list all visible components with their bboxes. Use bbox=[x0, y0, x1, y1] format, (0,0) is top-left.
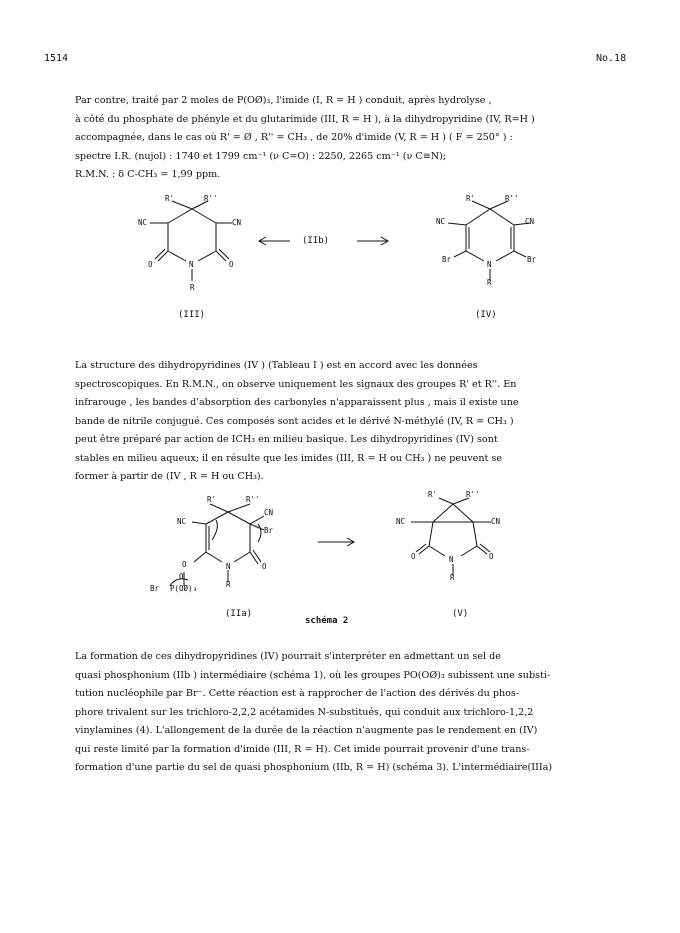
atom-label: Br bbox=[150, 584, 160, 593]
paragraph-1 bbox=[75, 92, 607, 185]
compound-label-V: (V) bbox=[452, 609, 469, 619]
atom-label: N bbox=[189, 260, 194, 269]
compound-label-III: (III) bbox=[178, 310, 206, 320]
atom-label: NC bbox=[177, 517, 187, 526]
intermediate-label-IIb: (IIb) bbox=[302, 236, 330, 246]
atom-label: O bbox=[182, 560, 187, 569]
atom-label: Br bbox=[442, 255, 452, 264]
structure-IIa-bonds bbox=[140, 490, 300, 605]
atom-label: NC bbox=[396, 517, 406, 526]
atom-label: O bbox=[411, 552, 416, 561]
atom-label: R bbox=[226, 580, 231, 589]
atom-label: R'' bbox=[204, 194, 218, 203]
atom-label: R'' bbox=[466, 490, 480, 499]
text-line: spectroscopiques. En R.M.N., on observe uniquement les signaux des groupes R' et R''. En bbox=[75, 378, 517, 390]
text-line: peut être préparé par action de ICH₃ en milieu basique. Les dihydropyridines (IV) sont bbox=[75, 434, 498, 445]
atom-label: R'' bbox=[246, 495, 260, 504]
journal-issue: No.18 bbox=[596, 53, 627, 64]
text-line: accompagnée, dans le cas où R' = Ø , R'' = CH₃ , de 20% d'imide (V, R = H ) ( F = 250° ) : bbox=[75, 132, 513, 143]
text-line: Par contre, traité par 2 moles de P(OØ)₃, l'imide (I, R = H ) conduit, après hydrolyse , bbox=[75, 95, 492, 106]
atom-label: R bbox=[450, 573, 455, 582]
atom-label: R' bbox=[428, 490, 438, 499]
atom-label: R bbox=[487, 278, 492, 287]
compound-label-IV: (IV) bbox=[475, 310, 497, 320]
text-line: tution nucléophile par Br⁻. Cette réaction est à rapprocher de l'action des dérivés du phos- bbox=[75, 688, 520, 699]
text-line: formation d'une partie du sel de quasi phosphonium (IIb, R = H) (schéma 3). L'intermédiaire(IIIa) bbox=[75, 762, 553, 773]
atom-label: O bbox=[489, 552, 494, 561]
compound-label-IIa: (IIa) bbox=[225, 609, 253, 619]
atom-label: O bbox=[148, 260, 153, 269]
atom-label: R' bbox=[207, 495, 217, 504]
atom-label: CN bbox=[491, 517, 501, 526]
scheme-caption: schéma 2 bbox=[305, 616, 349, 626]
atom-label: N bbox=[449, 555, 454, 564]
reaction-arrow bbox=[316, 536, 356, 548]
atom-label: CN bbox=[264, 508, 274, 517]
structure-III-bonds bbox=[140, 195, 250, 295]
atom-label: R' bbox=[165, 194, 175, 203]
atom-label: CN bbox=[232, 218, 242, 227]
text-line: qui reste limité par la formation d'imide (III, R = H). Cet imide pourrait provenir d'une trans- bbox=[75, 743, 530, 755]
text-line: former à partir de (IV , R = H ou CH₃). bbox=[75, 471, 264, 482]
atom-label: Br bbox=[527, 255, 537, 264]
atom-label: N bbox=[226, 562, 231, 571]
atom-label: R' bbox=[466, 194, 476, 203]
atom-label: NC bbox=[436, 217, 446, 226]
text-line: stables en milieu aqueux; il en résulte que les imides (III, R = H ou CH₃ ) ne peuvent se bbox=[75, 452, 503, 464]
atom-label: O bbox=[229, 260, 234, 269]
text-line: infrarouge , les bandes d'absorption des carbonyles n'apparaissent plus , mais il existe une bbox=[75, 397, 519, 408]
text-line: vinylamines (4). L'allongement de la durée de la réaction n'augmente pas le rendement en (IV) bbox=[75, 725, 538, 736]
atom-label: O bbox=[262, 562, 267, 571]
paragraph-3 bbox=[75, 648, 607, 778]
text-line: La formation de ces dihydropyridines (IV) pourrait s'interpréter en admettant un sel de bbox=[75, 651, 501, 662]
atom-label: P(OØ)₃ bbox=[170, 584, 198, 593]
paragraph-2 bbox=[75, 357, 607, 487]
text-line: R.M.N. : δ C-CH₃ = 1,99 ppm. bbox=[75, 169, 221, 180]
text-line: La structure des dihydropyridines (IV ) (Tableau I ) est en accord avec les données bbox=[75, 360, 478, 371]
atom-label: R'' bbox=[505, 194, 519, 203]
text-line: bande de nitrile conjugué. Ces composés sont acides et le dérivé N-méthylé (IV, R = CH₃ ) bbox=[75, 415, 514, 427]
atom-label: CN bbox=[525, 217, 535, 226]
atom-label: N bbox=[487, 260, 492, 269]
left-arrow bbox=[257, 235, 292, 247]
text-line: phore trivalent sur les trichloro-2,2,2 acétamides N-substitués, qui conduit aux trichloro-1,2,2 bbox=[75, 706, 534, 718]
right-arrow bbox=[355, 235, 390, 247]
text-line: quasi phosphonium (IIb ) intermédiaire (schéma 1), où les groupes PO(OØ)₃ subissent une substi- bbox=[75, 669, 551, 681]
atom-label: O bbox=[179, 572, 184, 581]
structure-V-bonds bbox=[395, 490, 525, 595]
atom-label: NC bbox=[138, 218, 148, 227]
atom-label: R bbox=[190, 283, 195, 292]
text-line: à côté du phosphate de phényle et du glutarimide (III, R = H ), à la dihydropyridine (IV, R=H ) bbox=[75, 113, 535, 125]
page-number: 1514 bbox=[44, 53, 69, 64]
atom-label: Br bbox=[264, 526, 274, 535]
text-line: spectre I.R. (nujol) : 1740 et 1799 cm⁻¹ (ν C=O) : 2250, 2265 cm⁻¹ (ν C≡N); bbox=[75, 150, 447, 162]
